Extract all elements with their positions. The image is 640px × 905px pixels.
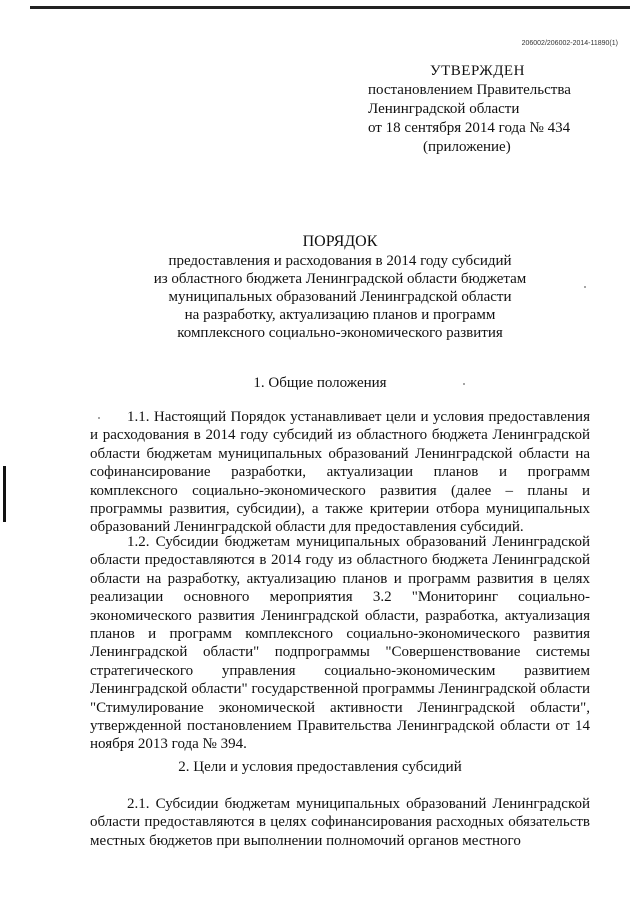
paragraph-2-1: 2.1. Субсидии бюджетам муниципальных образований Ленинградской области предоставляются в целях софинансирования расходных обязательств местных бюджетов при выполнении полномочий органов местного [90,796,590,849]
scan-margin-mark [3,466,6,522]
approval-line-3: от 18 сентября 2014 года № 434 [368,120,571,136]
approval-stamp [368,62,628,157]
title-line-4: на разработку, актуализацию планов и программ [184,307,496,323]
paragraph-1-1: 1.1. Настоящий Порядок устанавливает цели и условия предоставления и расходования в 2014 году субсидий из областного бюджета Ленинградской области бюджетам муниципальных образований Ленинградской области на софинансирование разработки, актуализации планов и программ комплексного социально-экономического развития (далее – планы и программы развития, субсидии), а также критерии отбора муниципальных образований Ленинградской области для предоставления субсидий. [90,409,590,536]
scan-speck [463,383,465,385]
section-2-heading: 2. Цели и условия предоставления субсидий [178,759,462,775]
title-line-1: предоставления и расходования в 2014 году субсидий [168,253,512,269]
document-title [90,233,590,342]
title-line-2: из областного бюджета Ленинградской области бюджетам [153,271,527,287]
scan-speck [584,286,586,288]
approval-word: УТВЕРЖДЕН [430,63,525,79]
paragraph-1-2: 1.2. Субсидии бюджетам муниципальных образований Ленинградской области предоставляются в 2014 году из областного бюджета Ленинградской области на разработку, актуализацию планов и программ развития в целях реализации основного мероприятия 3.2 "Мониторинг социально-экономического развития Ленинградской области, разработка, актуализация планов и программ комплексного социально-экономического развития Ленинградской области" подпрограммы "Совершенствование системы стратегического управления социально-экономическим развитием Ленинградской области" государственной программы Ленинградской области "Стимулирование экономической активности Ленинградской области", утвержденной постановлением Правительства Ленинградской области от 14 ноября 2013 года № 394. [90,534,590,753]
document-code: 206002/206002-2014-11890(1) [521,40,618,47]
approval-line-1: постановлением Правительства [368,82,571,98]
title-main: ПОРЯДОК [302,233,378,250]
scan-speck [98,417,100,419]
approval-line-4: (приложение) [423,139,511,155]
title-line-5: комплексного социально-экономического развития [177,325,503,341]
approval-line-2: Ленинградской области [368,101,520,117]
top-border-line [30,6,630,9]
section-1-heading: 1. Общие положения [253,375,387,391]
title-line-3: муниципальных образований Ленинградской области [168,289,512,305]
